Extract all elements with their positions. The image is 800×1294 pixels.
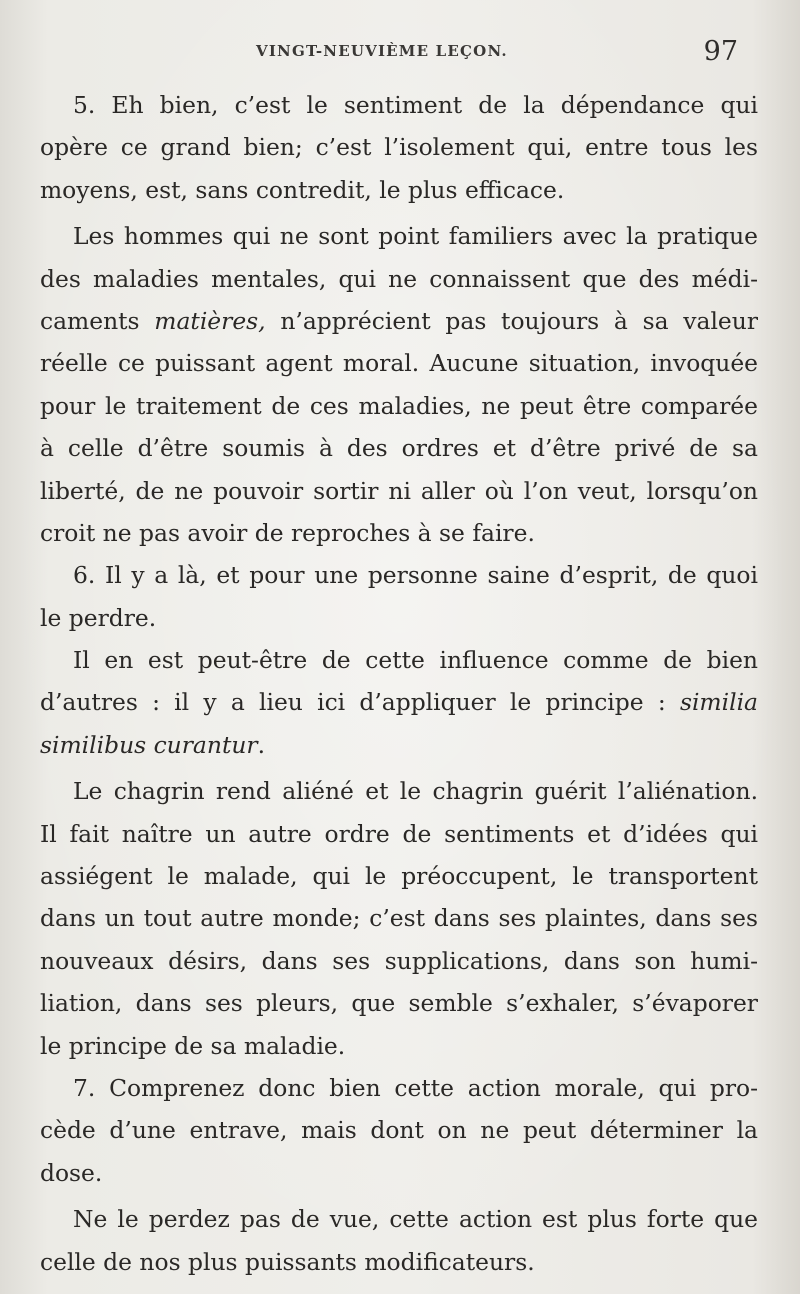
text-line: similibus curantur. [40,730,266,759]
text-line: Il en est peut-être de cette influence comme de bien [73,646,758,675]
text-line: le perdre. [40,603,157,632]
italic-term: similia [679,688,758,717]
italic-term: matières, [154,306,266,335]
text-line: croit ne pas avoir de reproches à se faire. [40,518,535,547]
text-line: liation, dans ses pleurs, que semble s’exhaler, s’évaporer [40,989,758,1018]
text-line: 6. Il y a là, et pour une personne saine d’esprit, de quoi [73,561,758,590]
text-line: réelle ce puissant agent moral. Aucune situation, invoquée [40,349,758,378]
running-title: VINGT-NEUVIÈME LEÇON. [256,42,508,60]
text-line: 7. Comprenez donc bien cette action morale, qui pro- [73,1073,758,1102]
text-line: celle de nos plus puissants modificateurs. [40,1247,535,1276]
text-line: dose. [40,1158,103,1187]
text-line: d’autres : il y a lieu ici d’appliquer le principe : similia [40,688,758,717]
body-text [40,84,758,1283]
text-line: le principe de sa maladie. [40,1031,346,1060]
text-line: assiégent le malade, qui le préoccupent, le transportent [40,862,758,891]
text-line: caments matières, n’apprécient pas toujours à sa valeur [40,306,758,335]
text-line: dans un tout autre monde; c’est dans ses plaintes, dans ses [40,904,758,933]
text-line: opère ce grand bien; c’est l’isolement qui, entre tous les [40,133,758,162]
text-line: pour le traitement de ces maladies, ne peut être comparée [40,391,758,420]
text-line: moyens, est, sans contredit, le plus efficace. [40,175,565,204]
page-number: 97 [703,36,738,67]
text-line: Ne le perdez pas de vue, cette action est plus forte que [73,1205,758,1234]
text-line: liberté, de ne pouvoir sortir ni aller où l’on veut, lorsqu’on [40,476,758,505]
text-line: à celle d’être soumis à des ordres et d’être privé de sa [40,434,758,463]
text-line: Il fait naître un autre ordre de sentiments et d’idées qui [40,819,758,848]
text-line: Le chagrin rend aliéné et le chagrin guérit l’aliénation. [73,777,758,806]
italic-term: similibus curantur [40,730,258,759]
page-header [256,36,738,70]
text-line: nouveaux désirs, dans ses supplications, dans son humi- [40,946,758,975]
text-line: 5. Eh bien, c’est le sentiment de la dépendance qui [73,91,758,119]
text-line: cède d’une entrave, mais dont on ne peut déterminer la [40,1116,758,1145]
text-line: Les hommes qui ne sont point familiers avec la pratique [73,222,758,251]
text-line: des maladies mentales, qui ne connaissent que des médi- [40,264,758,293]
